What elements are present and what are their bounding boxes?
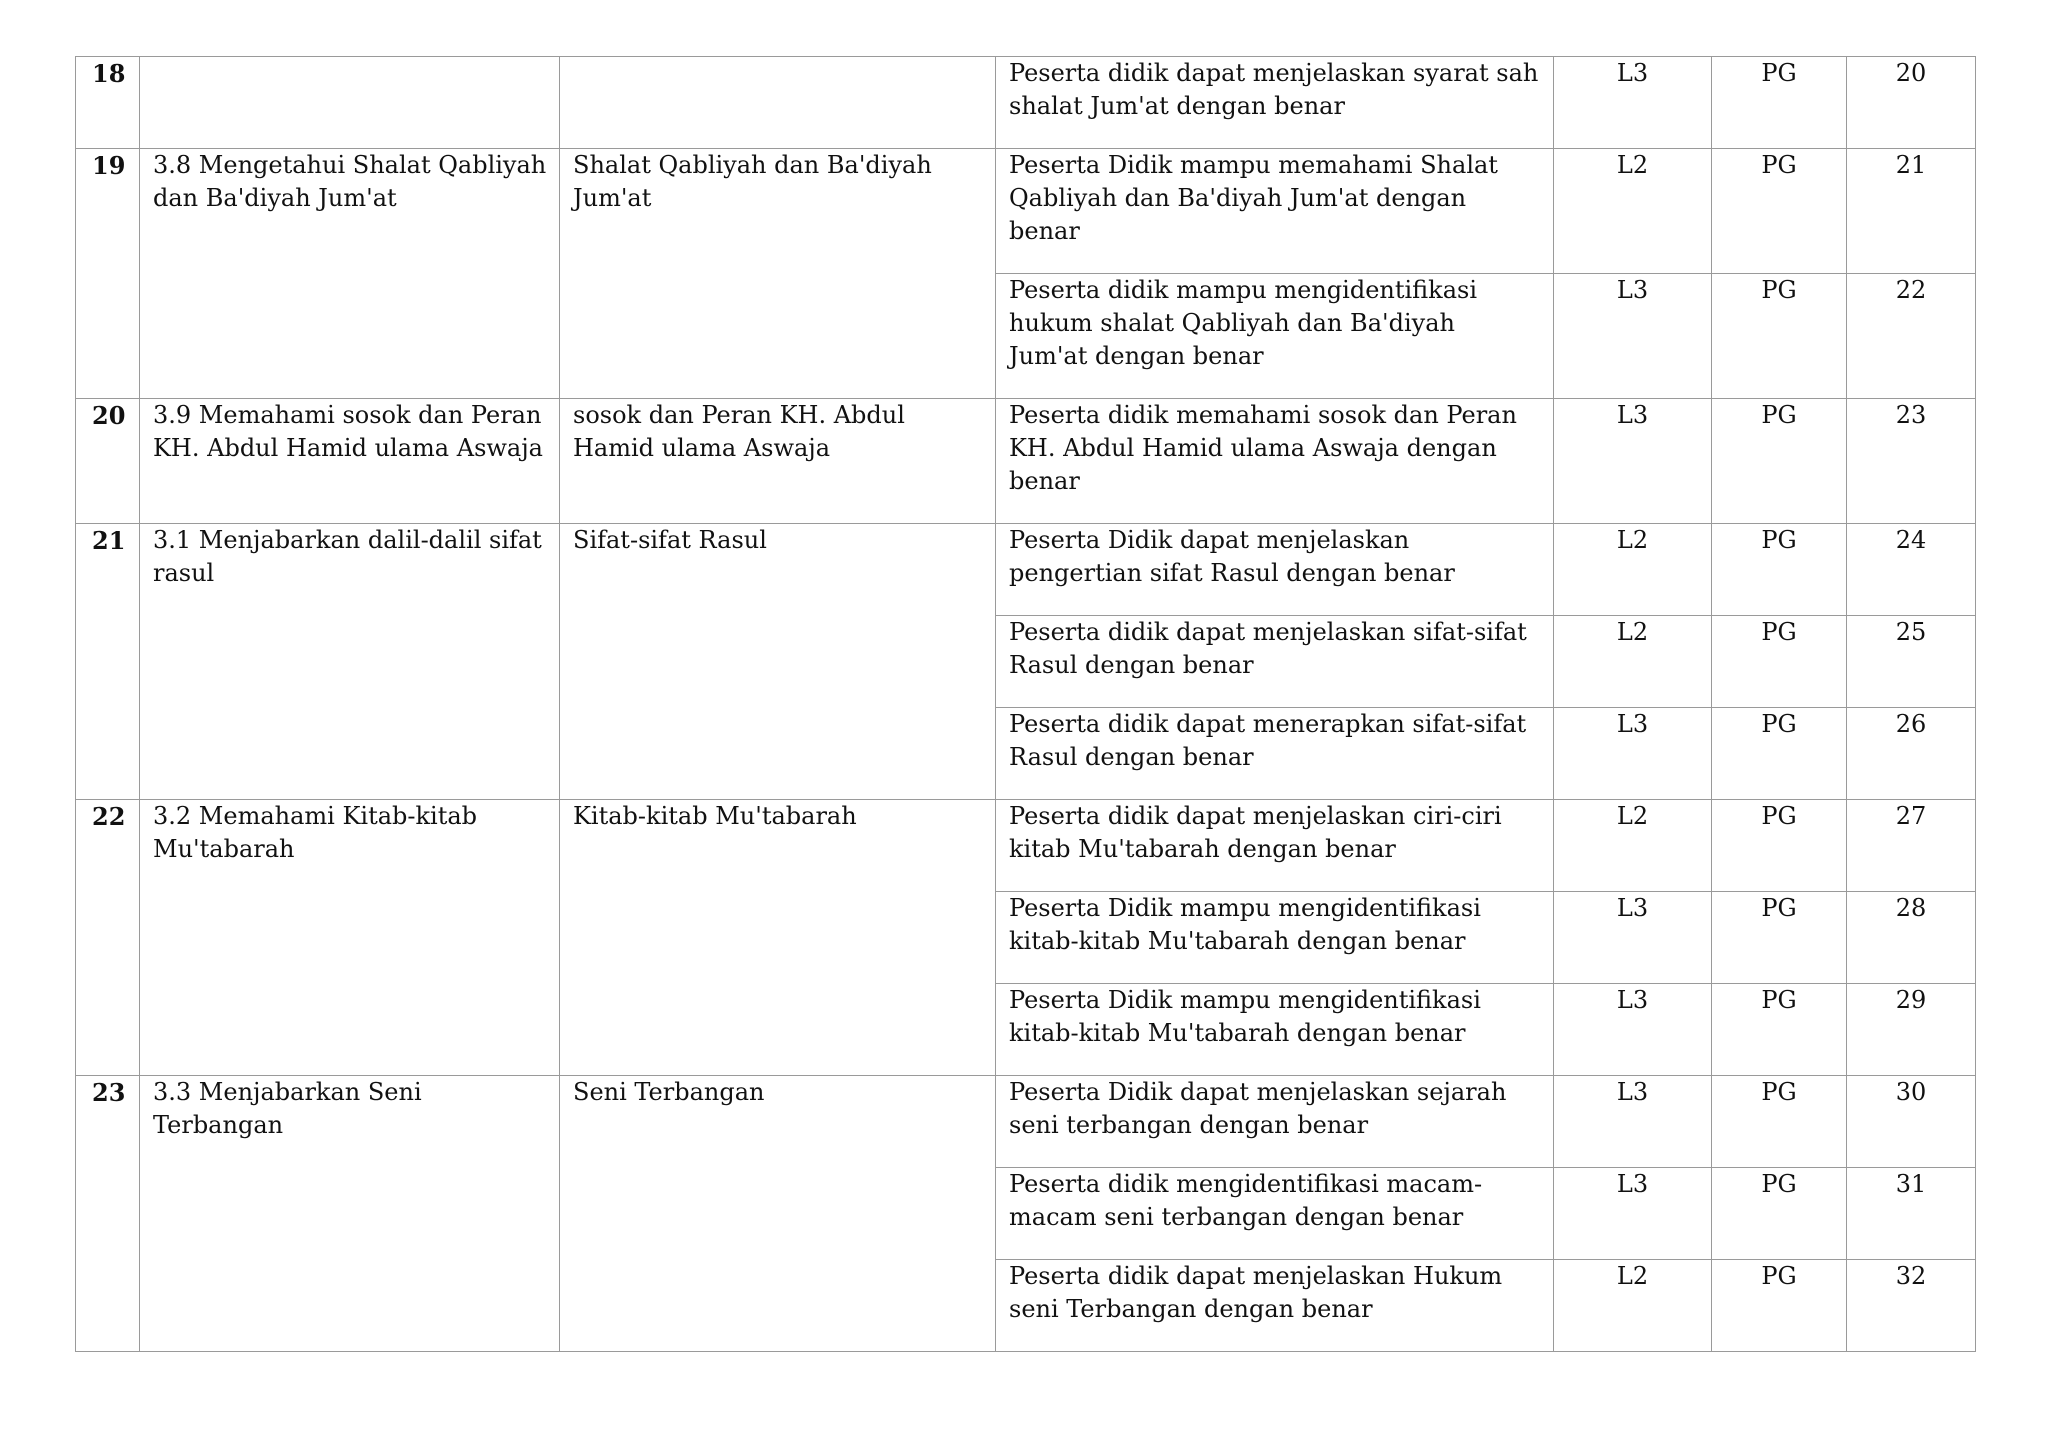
- materi-cell: Kitab-kitab Mu'tabarah: [560, 800, 996, 1076]
- kompetensi-dasar-cell: 3.9 Memahami sosok dan Peran KH. Abdul Hamid ulama Aswaja: [140, 399, 560, 524]
- nomor-soal-cell: 26: [1847, 708, 1976, 800]
- nomor-soal-cell: 22: [1847, 274, 1976, 399]
- level-cell: L3: [1554, 892, 1712, 984]
- level-cell: L3: [1554, 274, 1712, 399]
- indikator-cell: Peserta didik dapat menjelaskan syarat sah shalat Jum'at dengan benar: [996, 57, 1554, 149]
- bentuk-soal-cell: PG: [1712, 708, 1847, 800]
- nomor-soal-cell: 30: [1847, 1076, 1976, 1168]
- bentuk-soal-cell: PG: [1712, 1076, 1847, 1168]
- bentuk-soal-cell: PG: [1712, 399, 1847, 524]
- nomor-soal-cell: 32: [1847, 1260, 1976, 1352]
- materi-cell: Seni Terbangan: [560, 1076, 996, 1352]
- nomor-soal-cell: 21: [1847, 149, 1976, 274]
- materi-cell: Shalat Qabliyah dan Ba'diyah Jum'at: [560, 149, 996, 399]
- nomor-soal-cell: 28: [1847, 892, 1976, 984]
- bentuk-soal-cell: PG: [1712, 149, 1847, 274]
- level-cell: L2: [1554, 616, 1712, 708]
- indikator-cell: Peserta Didik mampu memahami Shalat Qabliyah dan Ba'diyah Jum'at dengan benar: [996, 149, 1554, 274]
- nomor-soal-cell: 20: [1847, 57, 1976, 149]
- level-cell: L2: [1554, 149, 1712, 274]
- indikator-cell: Peserta didik mengidentifikasi macam-macam seni terbangan dengan benar: [996, 1168, 1554, 1260]
- kompetensi-dasar-cell: 3.1 Menjabarkan dalil-dalil sifat rasul: [140, 524, 560, 800]
- row-number: 20: [76, 399, 140, 524]
- level-cell: L2: [1554, 524, 1712, 616]
- bentuk-soal-cell: PG: [1712, 1260, 1847, 1352]
- indikator-cell: Peserta Didik dapat menjelaskan sejarah seni terbangan dengan benar: [996, 1076, 1554, 1168]
- level-cell: L3: [1554, 1076, 1712, 1168]
- level-cell: L3: [1554, 399, 1712, 524]
- indikator-cell: Peserta didik mampu mengidentifikasi hukum shalat Qabliyah dan Ba'diyah Jum'at dengan benar: [996, 274, 1554, 399]
- table-row: [76, 1076, 1976, 1168]
- bentuk-soal-cell: PG: [1712, 616, 1847, 708]
- row-number: 22: [76, 800, 140, 1076]
- bentuk-soal-cell: PG: [1712, 524, 1847, 616]
- table-row: [76, 57, 1976, 149]
- indikator-cell: Peserta didik dapat menjelaskan ciri-ciri kitab Mu'tabarah dengan benar: [996, 800, 1554, 892]
- bentuk-soal-cell: PG: [1712, 800, 1847, 892]
- nomor-soal-cell: 24: [1847, 524, 1976, 616]
- level-cell: L3: [1554, 1168, 1712, 1260]
- nomor-soal-cell: 23: [1847, 399, 1976, 524]
- table-row: [76, 524, 1976, 616]
- kompetensi-dasar-cell: 3.2 Memahami Kitab-kitab Mu'tabarah: [140, 800, 560, 1076]
- bentuk-soal-cell: PG: [1712, 274, 1847, 399]
- indikator-cell: Peserta Didik mampu mengidentifikasi kitab-kitab Mu'tabarah dengan benar: [996, 984, 1554, 1076]
- indikator-cell: Peserta didik dapat menerapkan sifat-sifat Rasul dengan benar: [996, 708, 1554, 800]
- materi-cell: sosok dan Peran KH. Abdul Hamid ulama Aswaja: [560, 399, 996, 524]
- table-row: [76, 800, 1976, 892]
- kisi-kisi-table: [75, 56, 1976, 1352]
- level-cell: L3: [1554, 708, 1712, 800]
- bentuk-soal-cell: PG: [1712, 1168, 1847, 1260]
- row-number: 18: [76, 57, 140, 149]
- kompetensi-dasar-cell: 3.3 Menjabarkan Seni Terbangan: [140, 1076, 560, 1352]
- row-number: 23: [76, 1076, 140, 1352]
- bentuk-soal-cell: PG: [1712, 57, 1847, 149]
- kompetensi-dasar-cell: [140, 57, 560, 149]
- nomor-soal-cell: 29: [1847, 984, 1976, 1076]
- table-row: [76, 149, 1976, 274]
- bentuk-soal-cell: PG: [1712, 984, 1847, 1076]
- indikator-cell: Peserta didik dapat menjelaskan sifat-sifat Rasul dengan benar: [996, 616, 1554, 708]
- level-cell: L2: [1554, 800, 1712, 892]
- nomor-soal-cell: 25: [1847, 616, 1976, 708]
- level-cell: L2: [1554, 1260, 1712, 1352]
- materi-cell: [560, 57, 996, 149]
- indikator-cell: Peserta didik dapat menjelaskan Hukum seni Terbangan dengan benar: [996, 1260, 1554, 1352]
- nomor-soal-cell: 31: [1847, 1168, 1976, 1260]
- nomor-soal-cell: 27: [1847, 800, 1976, 892]
- row-number: 21: [76, 524, 140, 800]
- level-cell: L3: [1554, 984, 1712, 1076]
- bentuk-soal-cell: PG: [1712, 892, 1847, 984]
- level-cell: L3: [1554, 57, 1712, 149]
- materi-cell: Sifat-sifat Rasul: [560, 524, 996, 800]
- kompetensi-dasar-cell: 3.8 Mengetahui Shalat Qabliyah dan Ba'diyah Jum'at: [140, 149, 560, 399]
- row-number: 19: [76, 149, 140, 399]
- indikator-cell: Peserta didik memahami sosok dan Peran KH. Abdul Hamid ulama Aswaja dengan benar: [996, 399, 1554, 524]
- indikator-cell: Peserta Didik dapat menjelaskan pengertian sifat Rasul dengan benar: [996, 524, 1554, 616]
- indikator-cell: Peserta Didik mampu mengidentifikasi kitab-kitab Mu'tabarah dengan benar: [996, 892, 1554, 984]
- table-row: [76, 399, 1976, 524]
